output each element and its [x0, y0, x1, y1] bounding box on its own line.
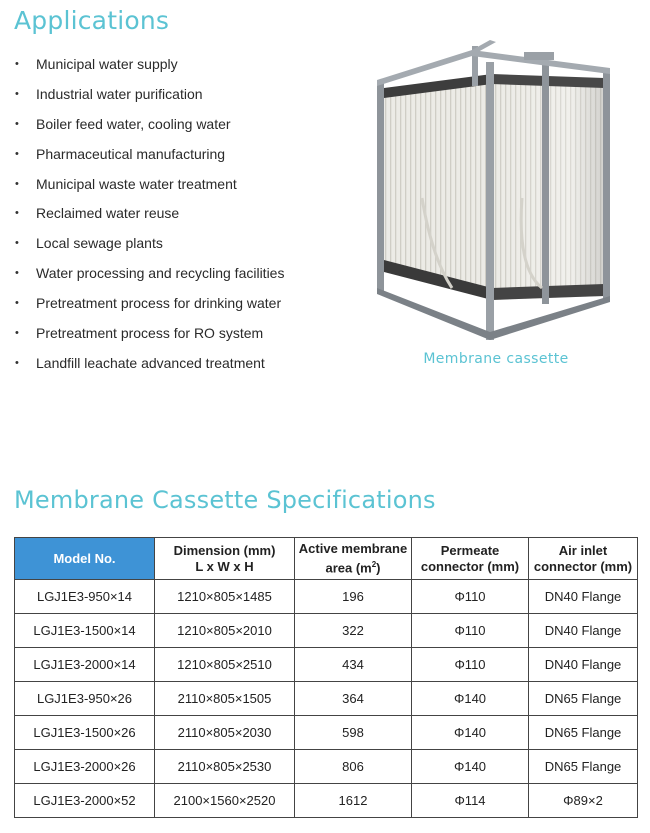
cell-permeate: Φ110	[412, 614, 529, 648]
list-item-label: Municipal water supply	[36, 55, 178, 72]
list-item-label: Pharmaceutical manufacturing	[36, 145, 226, 162]
cell-model: LGJ1E3-2000×14	[15, 648, 155, 682]
list-item	[14, 198, 344, 228]
cell-air-inlet: DN40 Flange	[529, 580, 638, 614]
cell-dimension: 1210×805×2010	[155, 614, 295, 648]
cell-air-inlet: Φ89×2	[529, 784, 638, 818]
bullet-icon: •	[15, 237, 19, 250]
cell-permeate: Φ110	[412, 648, 529, 682]
cell-permeate: Φ110	[412, 580, 529, 614]
table-row	[15, 614, 638, 648]
cell-air-inlet: DN65 Flange	[529, 682, 638, 716]
bullet-icon: •	[15, 57, 19, 70]
list-item	[14, 318, 344, 348]
table-row	[15, 716, 638, 750]
list-item-label: Municipal waste water treatment	[36, 175, 237, 192]
list-item	[14, 49, 344, 79]
cell-dimension: 2100×1560×2520	[155, 784, 295, 818]
list-item	[14, 139, 344, 169]
list-item-label: Industrial water purification	[36, 85, 203, 102]
cell-area: 196	[295, 580, 412, 614]
cell-air-inlet: DN40 Flange	[529, 648, 638, 682]
list-item-label: Pretreatment process for drinking water	[36, 295, 282, 312]
table-header-row	[15, 538, 638, 580]
applications-list	[14, 49, 344, 378]
list-item-label: Reclaimed water reuse	[36, 205, 180, 222]
bullet-icon: •	[15, 117, 19, 130]
cell-area: 434	[295, 648, 412, 682]
cell-dimension: 1210×805×1485	[155, 580, 295, 614]
bullet-icon: •	[15, 297, 19, 310]
cell-model: LGJ1E3-950×26	[15, 682, 155, 716]
cell-area: 364	[295, 682, 412, 716]
table-row	[15, 580, 638, 614]
bullet-icon: •	[15, 177, 19, 190]
column-header-air-inlet: Air inlet connector (mm)	[529, 538, 638, 580]
list-item	[14, 169, 344, 199]
cell-area: 806	[295, 750, 412, 784]
table-row	[15, 750, 638, 784]
list-item-label: Local sewage plants	[36, 235, 163, 252]
cell-model: LGJ1E3-2000×26	[15, 750, 155, 784]
table-row	[15, 784, 638, 818]
list-item	[14, 288, 344, 318]
list-item	[14, 228, 344, 258]
bullet-icon: •	[15, 356, 19, 369]
list-item-label: Pretreatment process for RO system	[36, 324, 264, 341]
table-row	[15, 682, 638, 716]
membrane-cassette-photo	[372, 38, 620, 344]
bullet-icon: •	[15, 147, 19, 160]
bullet-icon: •	[15, 326, 19, 339]
bullet-icon: •	[15, 267, 19, 280]
cell-air-inlet: DN65 Flange	[529, 716, 638, 750]
cell-dimension: 2110×805×2030	[155, 716, 295, 750]
cell-model: LGJ1E3-1500×14	[15, 614, 155, 648]
cell-dimension: 1210×805×2510	[155, 648, 295, 682]
bullet-icon: •	[15, 87, 19, 100]
list-item	[14, 348, 344, 378]
list-item	[14, 258, 344, 288]
cell-area: 322	[295, 614, 412, 648]
specifications-title: Membrane Cassette Specifications	[14, 486, 436, 514]
cell-model: LGJ1E3-1500×26	[15, 716, 155, 750]
cell-permeate: Φ140	[412, 716, 529, 750]
list-item	[14, 79, 344, 109]
cell-dimension: 2110×805×2530	[155, 750, 295, 784]
cell-area: 1612	[295, 784, 412, 818]
specifications-table	[14, 537, 638, 818]
cell-model: LGJ1E3-950×14	[15, 580, 155, 614]
cell-area: 598	[295, 716, 412, 750]
list-item-label: Boiler feed water, cooling water	[36, 115, 231, 132]
cell-model: LGJ1E3-2000×52	[15, 784, 155, 818]
column-header-permeate: Permeate connector (mm)	[412, 538, 529, 580]
list-item	[14, 109, 344, 139]
bullet-icon: •	[15, 207, 19, 220]
column-header-model: Model No.	[15, 538, 155, 580]
cell-permeate: Φ140	[412, 750, 529, 784]
cell-dimension: 2110×805×1505	[155, 682, 295, 716]
cell-air-inlet: DN65 Flange	[529, 750, 638, 784]
image-caption: Membrane cassette	[423, 351, 569, 367]
cell-permeate: Φ140	[412, 682, 529, 716]
table-row	[15, 648, 638, 682]
list-item-label: Landfill leachate advanced treatment	[36, 354, 265, 371]
column-header-dimension: Dimension (mm) L x W x H	[155, 538, 295, 580]
list-item-label: Water processing and recycling facilities	[36, 265, 285, 282]
applications-title: Applications	[14, 6, 170, 35]
cell-air-inlet: DN40 Flange	[529, 614, 638, 648]
cell-permeate: Φ114	[412, 784, 529, 818]
column-header-area: Active membrane area $(m^2)$	[295, 538, 412, 580]
